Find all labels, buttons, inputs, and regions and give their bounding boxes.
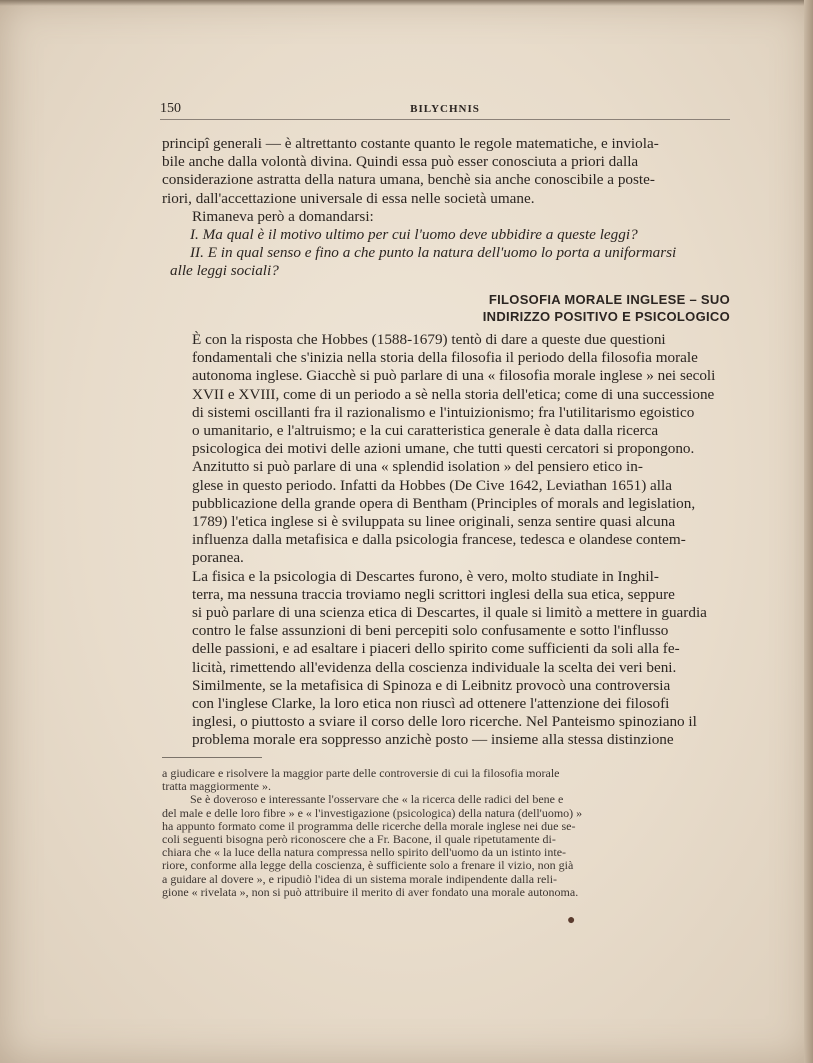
text-line: di sistemi oscillanti fra il razionalismo e l'intuizionismo; fra l'utilitarismo egoistico: [192, 403, 695, 421]
question-1: I. Ma qual è il motivo ultimo per cui l'uomo deve ubbidire a queste leggi?: [190, 226, 638, 244]
paragraph-question-intro: Rimaneva però a domandarsi:: [192, 207, 374, 225]
paragraph-continuation: [162, 135, 733, 208]
text-line: considerazione astratta della natura umana, benchè sia anche conoscibile a poste-: [162, 171, 655, 189]
section-heading-line: INDIRIZZO POSITIVO E PSICOLOGICO: [482, 309, 730, 324]
text-line: poranea.: [192, 549, 244, 567]
footnote-line: tratta maggiormente ».: [162, 779, 271, 794]
text-line: o umanitario, e l'altruismo; e la cui caratteristica generale è data dalla ricerca: [192, 422, 659, 440]
text-line: Anzitutto si può parlare di una « splendid isolation » del pensiero etico in-: [192, 458, 643, 476]
text-line: si può parlare di una scienza etica di Descartes, il quale si limitò a mettere in guardia: [192, 604, 707, 622]
text-line: pubblicazione della grande opera di Bentham (Principles of morals and legislation,: [192, 494, 696, 512]
section-heading-line: FILOSOFIA MORALE INGLESE – SUO: [488, 292, 730, 307]
paragraph-descartes: [162, 568, 733, 677]
page-top-edge: [0, 0, 813, 6]
footnote-line: coli seguenti bisogna però riconoscere che a Fr. Bacone, il quale ripetutamente di-: [162, 832, 556, 847]
text-line: inglesi, o piuttosto a sviare il corso delle loro ricerche. Nel Panteismo spinoziano il: [192, 713, 697, 731]
text-line: autonoma inglese. Giacchè si può parlare di una « filosofia morale inglese » nei secoli: [192, 367, 716, 385]
question-2-continuation: alle leggi sociali?: [170, 262, 279, 280]
footnote-separator: [162, 757, 262, 758]
footnote-line: gione « rivelata », non si può attribuire il merito di aver fondato una morale autonoma.: [162, 884, 579, 899]
text-line: fondamentali che s'inizia nella storia della filosofia il periodo della filosofia morale: [192, 349, 698, 367]
text-line: problema morale era soppresso anzichè posto — insieme alla stessa distinzione: [192, 731, 674, 749]
footnotes: [162, 767, 734, 899]
footnote-line: ha appunto formato come il programma delle ricerche della morale inglese nei due se-: [162, 818, 576, 833]
text-line: riori, dall'accettazione universale di essa nelle società umane.: [162, 189, 535, 207]
text-line: La fisica e la psicologia di Descartes furono, è vero, molto studiate in Inghil-: [192, 567, 659, 585]
text-line: bile anche dalla volontà divina. Quindi essa può esser conosciuta a priori dalla: [162, 153, 639, 171]
page-number: 150: [160, 101, 181, 116]
text-block-intro: [162, 135, 733, 281]
running-title: BILYCHNIS: [410, 103, 480, 115]
section-heading: [300, 291, 730, 325]
footnote-line: chiara che « la luce della natura compressa nello spirito dell'uomo da un istinto inte-: [162, 845, 567, 860]
text-line: Similmente, se la metafisica di Spinoza e di Leibnitz provocò una controversia: [192, 676, 671, 694]
text-line: glese in questo periodo. Infatti da Hobbes (De Cive 1642, Leviathan 1651) alla: [192, 476, 672, 494]
footnote-line: a giudicare e risolvere la maggior parte delle controversie di cui la filosofia morale: [162, 766, 560, 780]
page-right-edge: [804, 0, 813, 1063]
text-line: contro le false assunzioni di beni percepiti solo confusamente e sotto l'influsso: [192, 622, 669, 640]
footnote-line: Se è doveroso e interessante l'osservare che « la ricerca delle radici del bene e: [190, 792, 564, 807]
text-block-body: [162, 331, 733, 750]
question-2: II. E in qual senso e fino a che punto la natura dell'uomo lo porta a uniformarsi: [190, 244, 677, 262]
text-line: XVII e XVIII, come di un periodo a sè nella storia dell'etica; come di una successione: [192, 385, 715, 403]
paragraph-spinoza: [162, 677, 733, 750]
footnote-bacone: [162, 793, 734, 899]
text-line: psicologica dei motivi delle azioni umane, che tutti questi cercatori si propongono.: [192, 440, 695, 458]
running-header: [160, 101, 730, 120]
footnote-line: riore, conforme alla legge della coscienza, è sufficiente solo a frenare il vizio, non già: [162, 858, 574, 873]
paragraph-hobbes: [162, 331, 733, 458]
text-line: È con la risposta che Hobbes (1588-1679) tentò di dare a queste due questioni: [192, 331, 666, 348]
paragraph-isolation: [162, 458, 733, 567]
ink-blot-mark: ●: [567, 913, 576, 928]
text-line: delle passioni, e ad esaltare i piaceri dello spirito come sufficienti da soli alla fe-: [192, 640, 680, 658]
text-line: 1789) l'etica inglese si è sviluppata su linee originali, senza sentire quasi alcuna: [192, 513, 676, 531]
text-line: terra, ma nessuna traccia troviamo negli scrittori inglesi della sua etica, seppure: [192, 585, 675, 603]
footnote-continuation: [162, 767, 734, 793]
text-line: influenza dalla metafisica e dalla psicologia francese, tedesca e olandese contem-: [192, 531, 686, 549]
text-line: con l'inglese Clarke, la loro etica non riuscì ad ottenere l'attenzione dei filosofi: [192, 695, 670, 713]
text-line: licità, rimettendo all'evidenza della coscienza individuale la scelta dei veri beni.: [192, 658, 677, 676]
footnote-line: a guidare al dovere », e ripudiò l'idea di un sistema morale indipendente dalla reli-: [162, 871, 558, 886]
footnote-line: del male e delle loro fibre » e « l'investigazione (psicologica) della natura (dell'uomo) »: [162, 805, 583, 820]
text-line: principî generali — è altrettanto costante quanto le regole matematiche, e inviola-: [162, 135, 659, 152]
